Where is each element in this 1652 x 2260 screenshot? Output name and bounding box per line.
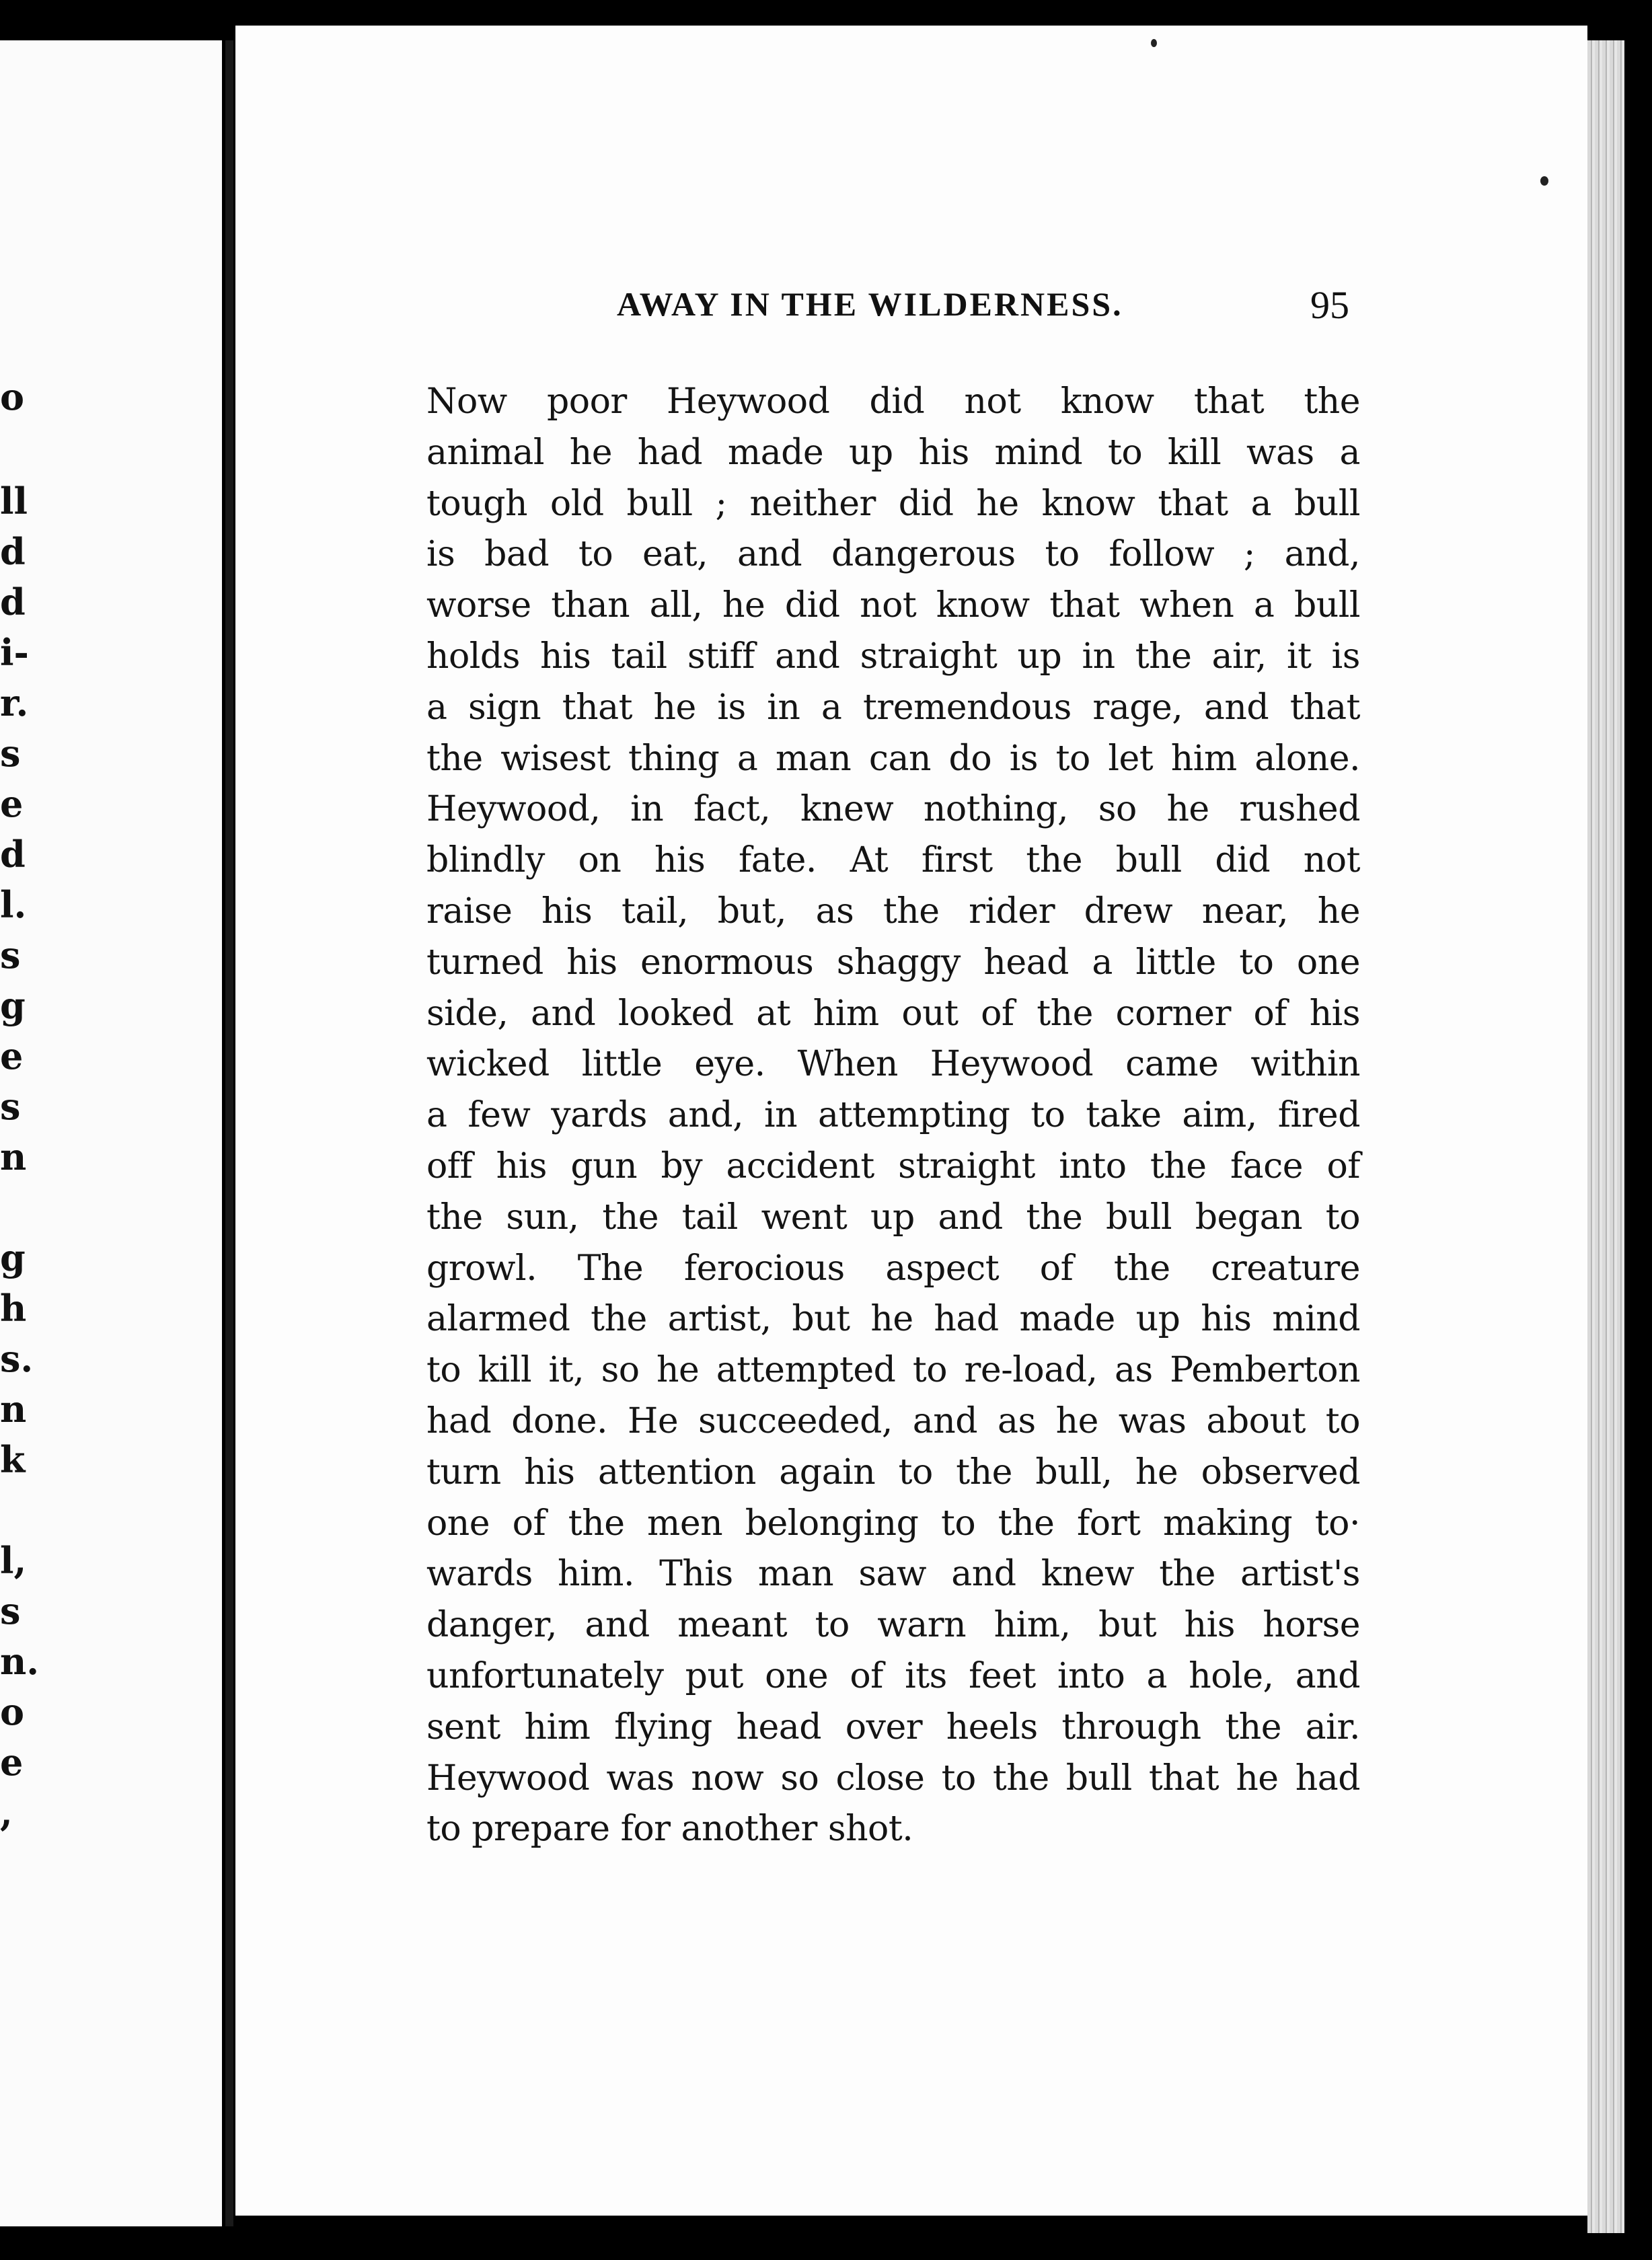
fragment: s [0,732,21,775]
fragment: e [0,782,24,825]
text-line: a sign that he is in a tremendous rage, and that [426,687,1360,728]
fragment: o [0,375,25,418]
fragment: e [0,1741,24,1784]
text-line: turn his attention again to the bull, he observed [426,1452,1360,1493]
text-line: off his gun by accident straight into the face of [426,1145,1360,1186]
fragment: g [0,1236,26,1279]
fragment: n [0,1135,27,1178]
fragment: l, [0,1539,27,1582]
fragment: r. [0,681,29,724]
text-line: danger, and meant to warn him, but his horse [426,1605,1360,1646]
fragment: d [0,580,26,624]
text-line: raise his tail, but, as the rider drew near, he [426,891,1360,932]
text-line: holds his tail stiff and straight up in the air, it is [426,636,1360,677]
fragment: s [0,1085,21,1128]
fragment: d [0,833,26,876]
ink-speck [1540,176,1548,186]
text-line: is bad to eat, and dangerous to follow ; and, [426,534,1360,575]
running-head: AWAY IN THE WILDERNESS. [617,285,1123,323]
text-line: blindly on his fate. At first the bull did not [426,840,1360,881]
text-line-last: to prepare for another shot. [426,1809,913,1850]
text-line: animal he had made up his mind to kill was a [426,432,1360,473]
fragment: l. [0,883,27,926]
fragment: k [0,1438,26,1481]
text-line: wicked little eye. When Heywood came within [426,1044,1360,1085]
fragment: ll [0,480,28,523]
text-line: Now poor Heywood did not know that the [426,381,1360,422]
fragment: s [0,934,21,977]
text-line: worse than all, he did not know that when a bull [426,585,1360,626]
fragment: e [0,1034,24,1078]
fragment: g [0,984,26,1027]
fragment: h [0,1287,27,1330]
fragment: s [0,1589,21,1632]
fragment: n. [0,1640,40,1683]
text-line: unfortunately put one of its feet into a hole, and [426,1655,1360,1696]
fragment: , [0,1791,13,1834]
text-line: Heywood, in fact, knew nothing, so he rushed [426,789,1360,830]
text-line: to kill it, so he attempted to re-load, as Pemberton [426,1350,1360,1391]
page-stack-edge [1587,40,1624,2233]
text-line: alarmed the artist, but he had made up his mind [426,1299,1360,1340]
text-line: a few yards and, in attempting to take aim, fired [426,1095,1360,1136]
page-number: 95 [1310,283,1349,327]
text-line: the sun, the tail went up and the bull began to [426,1197,1360,1238]
fragment: i- [0,631,29,674]
fragment: o [0,1690,25,1733]
text-line: wards him. This man saw and knew the artist's [426,1554,1360,1595]
text-line: had done. He succeeded, and as he was about to [426,1400,1360,1441]
ink-speck [1151,39,1157,47]
body-text [426,377,1360,1855]
text-line: turned his enormous shaggy head a little to one [426,942,1360,983]
text-line: side, and looked at him out of the corner of his [426,993,1360,1034]
text-line: growl. The ferocious aspect of the creature [426,1248,1360,1289]
scan-border [1624,0,1652,2260]
fragment: s. [0,1337,34,1380]
book-gutter [225,40,233,2226]
fragment: n [0,1388,27,1431]
previous-page [0,40,222,2226]
text-line: tough old bull ; neither did he know that a bull [426,483,1360,524]
text-line: the wisest thing a man can do is to let him alone. [426,738,1360,779]
fragment: d [0,530,26,573]
text-line: one of the men belonging to the fort making to· [426,1503,1360,1544]
text-line: sent him flying head over heels through the air. [426,1706,1360,1747]
text-line: Heywood was now so close to the bull that he had [426,1758,1360,1799]
